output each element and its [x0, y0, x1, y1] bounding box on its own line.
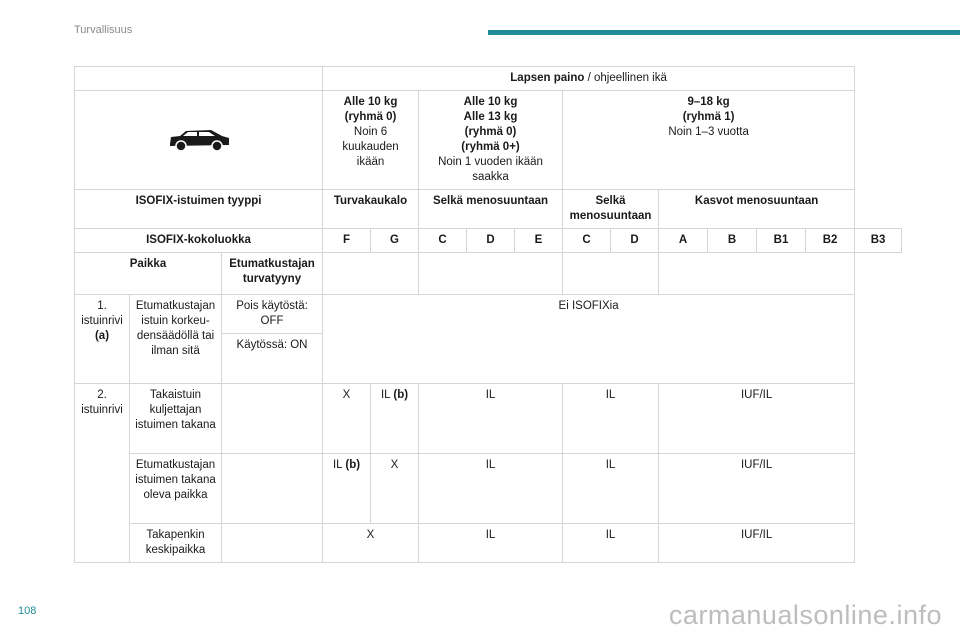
cell-G: X [371, 454, 419, 524]
watermark: carmanualsonline.info [668, 600, 942, 630]
child-weight-header: Lapsen paino / ohjeellinen ikä [323, 67, 855, 91]
place-header: Paikka [75, 253, 222, 295]
weight-group-0: Alle 10 kg (ryhmä 0) Noin 6 kuukauden ikään [323, 91, 419, 190]
size-class: E [515, 229, 563, 253]
cell-F: IL (b) [323, 454, 371, 524]
cell-CD: IL [563, 384, 659, 454]
header-accent-bar [488, 30, 960, 35]
row1-seat: Etumatkustajan istuin korkeu-densäädöllä tai ilman sitä [130, 295, 222, 384]
seat-type-label: ISOFIX-istuimen tyyppi [75, 190, 323, 229]
airbag-empty [222, 384, 323, 454]
row1-label: 1. istuinrivi (a) [75, 295, 130, 384]
row2-seat-2: Takapenkin keskipaikka [130, 524, 222, 563]
size-class: B1 [757, 229, 806, 253]
size-class: G [371, 229, 419, 253]
airbag-off: Pois käytöstä: OFF [222, 295, 323, 334]
car-icon [166, 127, 232, 153]
seat-type-forward-facing: Kasvot menosuuntaan [659, 190, 855, 229]
car-icon-cell [75, 91, 323, 190]
cell-CDE: IL [419, 454, 563, 524]
cell-forward: IUF/IL [659, 524, 855, 563]
empty-cell [323, 253, 419, 295]
size-class: B2 [806, 229, 855, 253]
size-class-label: ISOFIX-kokoluokka [75, 229, 323, 253]
cell-F: X [323, 384, 371, 454]
empty-cell [563, 253, 659, 295]
page-number: 108 [18, 605, 37, 617]
cell-forward: IUF/IL [659, 454, 855, 524]
size-class: B [708, 229, 757, 253]
cell-CD: IL [563, 454, 659, 524]
size-class: F [323, 229, 371, 253]
cell-FG: X [323, 524, 419, 563]
row2-label: 2. istuinrivi [75, 384, 130, 563]
size-class: C [419, 229, 467, 253]
row1-value: Ei ISOFIXia [323, 295, 855, 384]
cell-G: IL (b) [371, 384, 419, 454]
airbag-empty [222, 524, 323, 563]
isofix-table [74, 66, 902, 563]
weight-group-1: 9–18 kg (ryhmä 1) Noin 1–3 vuotta [563, 91, 855, 190]
weight-group-0plus: Alle 10 kg Alle 13 kg (ryhmä 0) (ryhmä 0+) Noin 1 vuoden ikään saakka [419, 91, 563, 190]
empty-cell [419, 253, 563, 295]
airbag-header: Etumatkustajan turvatyyny [222, 253, 323, 295]
cell-CDE: IL [419, 384, 563, 454]
size-class: C [563, 229, 611, 253]
seat-type-carrycot: Turvakaukalo [323, 190, 419, 229]
size-class: D [467, 229, 515, 253]
airbag-on: Käytössä: ON [222, 334, 323, 384]
empty-cell [659, 253, 855, 295]
size-class: B3 [855, 229, 902, 253]
airbag-empty [222, 454, 323, 524]
section-title: Turvallisuus [74, 24, 133, 36]
cell-forward: IUF/IL [659, 384, 855, 454]
seat-type-rear-facing-2: Selkä menosuuntaan [563, 190, 659, 229]
seat-type-rear-facing: Selkä menosuuntaan [419, 190, 563, 229]
size-class: D [611, 229, 659, 253]
cell-CDE: IL [419, 524, 563, 563]
row2-seat-0: Takaistuin kuljettajan istuimen takana [130, 384, 222, 454]
size-class: A [659, 229, 708, 253]
row2-seat-1: Etumatkustajan istuimen takana oleva paikka [130, 454, 222, 524]
cell-CD: IL [563, 524, 659, 563]
empty-cell [75, 67, 323, 91]
